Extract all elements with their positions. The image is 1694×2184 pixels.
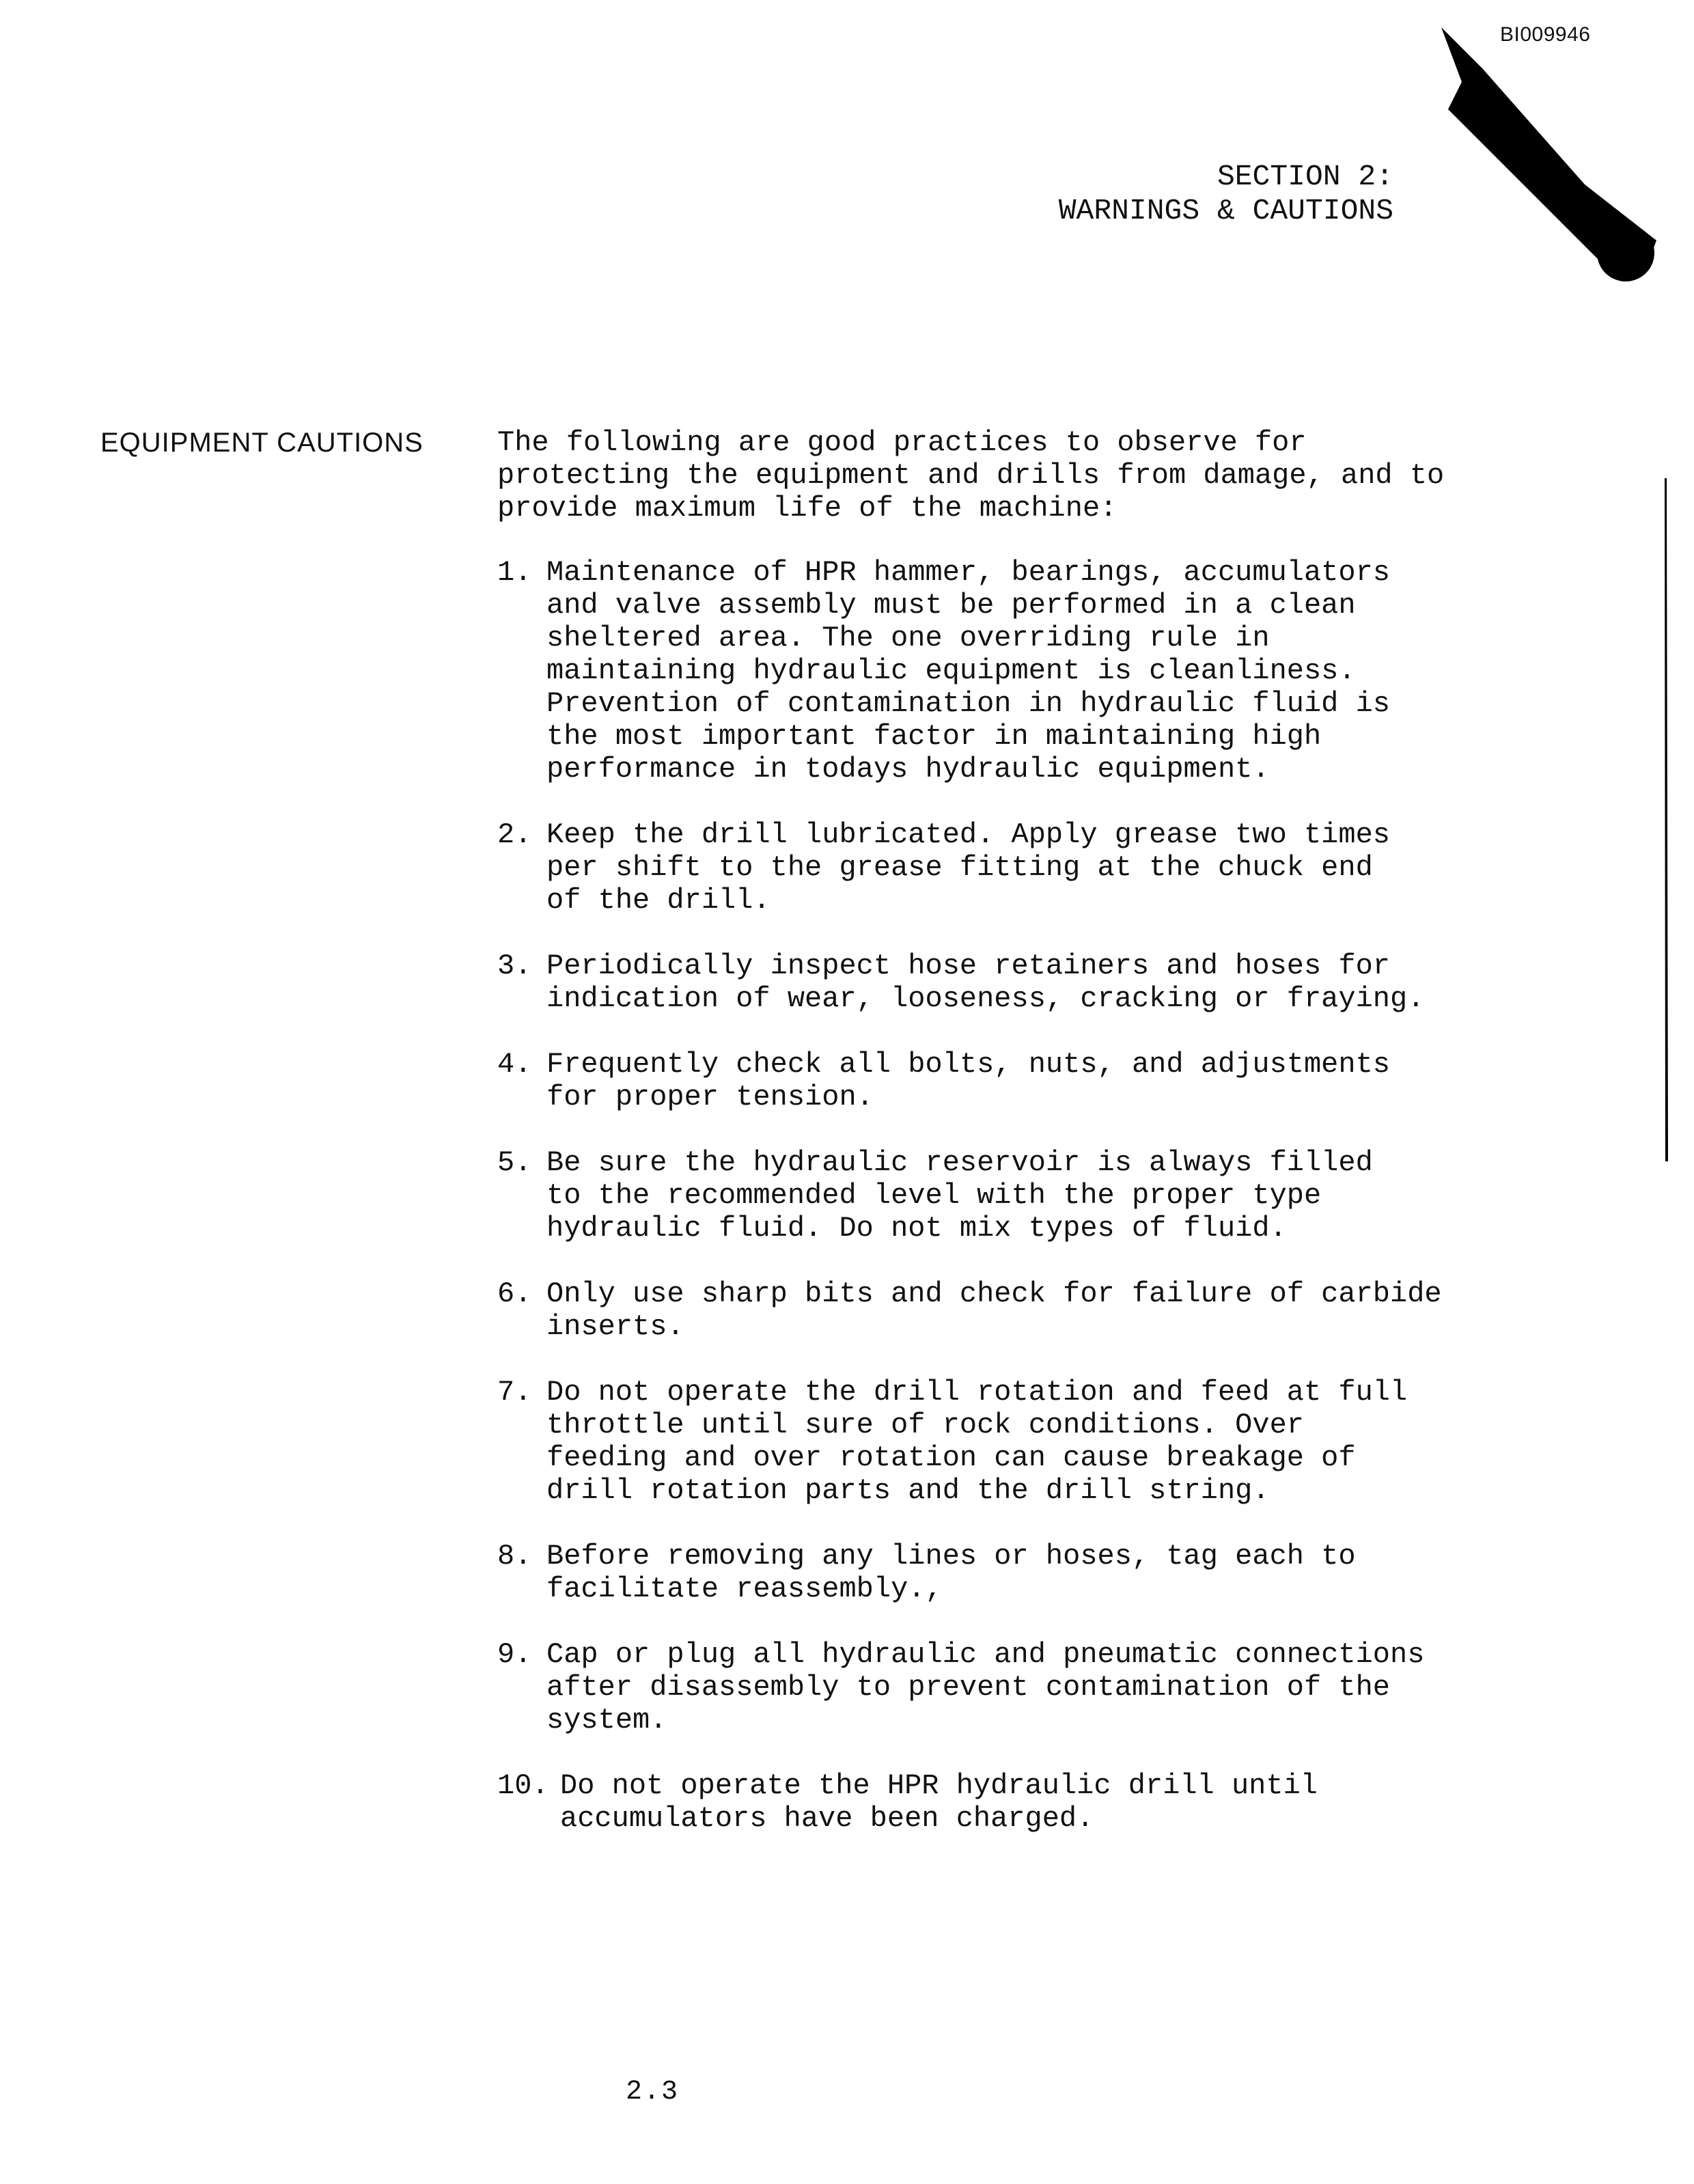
- item-text: [546, 1146, 1373, 1245]
- item-text: [546, 1277, 1442, 1343]
- item-line: inserts.: [546, 1310, 684, 1343]
- item-line: to the recommended level with the proper type: [546, 1179, 1322, 1212]
- item-line: Frequently check all bolts, nuts, and adjustments: [546, 1048, 1391, 1081]
- item-text: [546, 556, 1390, 786]
- item-line: facilitate reassembly.,: [546, 1573, 943, 1605]
- item-number: 5.: [497, 1146, 532, 1179]
- item-line: the most important factor in maintaining high: [546, 720, 1322, 753]
- item-line: maintaining hydraulic equipment is cleanliness.: [546, 654, 1356, 687]
- item-line: Do not operate the HPR hydraulic drill until: [560, 1769, 1318, 1802]
- item-line: performance in todays hydraulic equipment.: [546, 753, 1270, 786]
- item-line: Only use sharp bits and check for failure of carbide: [546, 1277, 1442, 1310]
- list-item: [497, 556, 1454, 786]
- item-text: [546, 1376, 1407, 1507]
- item-line: after disassembly to prevent contamination of the: [546, 1671, 1391, 1704]
- cautions-list: [497, 556, 1454, 1835]
- intro-line: The following are good practices to observe for: [497, 426, 1307, 459]
- item-text: [546, 1540, 1356, 1605]
- list-item: [497, 1638, 1454, 1737]
- section-title: WARNINGS & CAUTIONS: [1058, 194, 1393, 227]
- cautions-body: [497, 426, 1454, 1868]
- item-number: 9.: [497, 1638, 532, 1671]
- item-line: and valve assembly must be performed in a clean: [546, 589, 1356, 622]
- list-item: [497, 1540, 1454, 1605]
- intro-paragraph: [497, 426, 1454, 525]
- list-item: [497, 950, 1454, 1015]
- item-line: sheltered area. The one overriding rule in: [546, 622, 1270, 654]
- item-number: 1.: [497, 556, 532, 589]
- item-line: per shift to the grease fitting at the chuck end: [546, 851, 1373, 884]
- item-text: [546, 950, 1424, 1015]
- list-item: [497, 1146, 1454, 1245]
- section-number: SECTION 2:: [1217, 160, 1393, 193]
- list-item: [497, 1769, 1454, 1835]
- item-line: system.: [546, 1704, 667, 1737]
- item-number: 7.: [497, 1376, 532, 1409]
- item-text: [546, 1638, 1424, 1737]
- item-line: Cap or plug all hydraulic and pneumatic connections: [546, 1638, 1425, 1671]
- item-line: Maintenance of HPR hammer, bearings, accumulators: [546, 556, 1391, 589]
- page-number: 2.3: [626, 2077, 680, 2107]
- item-line: Periodically inspect hose retainers and hoses for: [546, 950, 1391, 982]
- item-line: Keep the drill lubricated. Apply grease two times: [546, 818, 1391, 851]
- item-text: [560, 1769, 1318, 1835]
- item-line: drill rotation parts and the drill string.: [546, 1474, 1270, 1507]
- list-item: [497, 1376, 1454, 1507]
- item-number: 3.: [497, 950, 532, 982]
- item-text: [546, 1048, 1390, 1114]
- item-number: 2.: [497, 818, 532, 851]
- item-number: 10.: [497, 1769, 549, 1802]
- item-line: hydraulic fluid. Do not mix types of fluid.: [546, 1212, 1287, 1245]
- item-line: Be sure the hydraulic reservoir is always filled: [546, 1146, 1373, 1179]
- item-number: 6.: [497, 1277, 532, 1310]
- document-id: BI009946: [1500, 23, 1591, 46]
- item-number: 8.: [497, 1540, 532, 1573]
- item-line: throttle until sure of rock conditions. Over: [546, 1409, 1304, 1441]
- item-line: for proper tension.: [546, 1081, 874, 1114]
- intro-line: protecting the equipment and drills from damage, and to: [497, 459, 1445, 492]
- list-item: [497, 818, 1454, 917]
- item-line: indication of wear, looseness, cracking or fraying.: [546, 982, 1425, 1015]
- section-header: [1059, 160, 1393, 228]
- item-line: accumulators have been charged.: [560, 1802, 1094, 1835]
- list-item: [497, 1048, 1454, 1114]
- item-line: feeding and over rotation can cause breakage of: [546, 1441, 1356, 1474]
- item-text: [546, 818, 1390, 917]
- change-bar: [1664, 478, 1668, 1161]
- item-line: of the drill.: [546, 884, 770, 917]
- item-line: Do not operate the drill rotation and feed at full: [546, 1376, 1408, 1409]
- item-number: 4.: [497, 1048, 532, 1081]
- item-line: Before removing any lines or hoses, tag each to: [546, 1540, 1356, 1573]
- list-item: [497, 1277, 1454, 1343]
- equipment-cautions-heading: EQUIPMENT CAUTIONS: [100, 428, 424, 458]
- item-line: Prevention of contamination in hydraulic fluid is: [546, 687, 1391, 720]
- intro-line: provide maximum life of the machine:: [497, 492, 1117, 525]
- corner-tab-mark: [1421, 27, 1667, 301]
